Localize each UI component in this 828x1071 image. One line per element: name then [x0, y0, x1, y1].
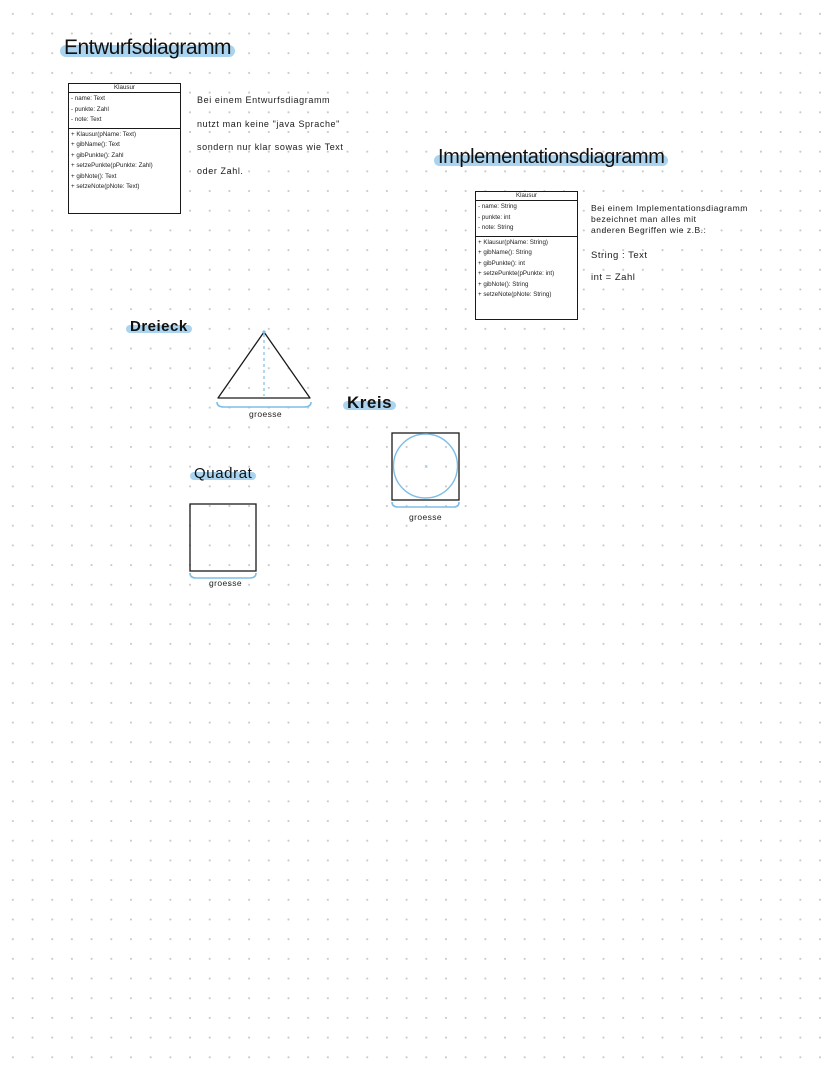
class-title: Klausur: [476, 192, 577, 201]
square-drawing: [186, 501, 262, 583]
heading-text: Quadrat: [194, 465, 253, 482]
attribute-line: - name: Text: [71, 95, 105, 102]
note-line: sondern nur klar sowas wie Text: [197, 142, 344, 152]
circle-size-label: groesse: [409, 512, 443, 522]
method-line: + setzeNote(pNote: String): [478, 291, 552, 298]
heading-kreis: [343, 394, 396, 411]
circle-center-mark: ×: [424, 464, 429, 470]
heading-text: Dreieck: [130, 318, 188, 335]
note-line: oder Zahl.: [197, 165, 244, 176]
heading-entwurfsdiagramm: [60, 37, 235, 58]
implementation-note: [591, 203, 748, 289]
square-size-label: groesse: [209, 578, 243, 588]
note-line: Bei einem Implementationsdiagramm: [591, 203, 748, 213]
attribute-line: - name: String: [478, 203, 517, 210]
class-methods: [476, 237, 577, 303]
heading-dreieck: [126, 319, 192, 334]
heading-text: Implementationsdiagramm: [438, 146, 665, 168]
attribute-line: - punkte: Zahl: [71, 105, 109, 113]
method-line: + gibNote(): String: [478, 280, 529, 288]
triangle-drawing: [212, 328, 316, 412]
method-line: + Klausur(pName: Text): [71, 130, 137, 138]
attribute-line: - punkte: int: [478, 213, 511, 221]
method-line: + gibPunkte(): int: [478, 259, 525, 267]
class-title: Klausur: [69, 84, 180, 93]
note-line: bezeichnet man alles mit: [591, 214, 697, 224]
class-attributes: [69, 93, 180, 129]
method-line: + gibPunkte(): Zahl: [71, 151, 124, 159]
triangle-apex-dot: [262, 330, 265, 333]
entwurf-class-box: [68, 83, 181, 214]
method-line: + setzePunkte(pPunkte: int): [478, 270, 555, 277]
note-line: Bei einem Entwurfsdiagramm: [197, 95, 331, 105]
circle-drawing: [388, 430, 464, 514]
note-line: anderen Begriffen wie z.B.:: [591, 225, 707, 235]
heading-text: Entwurfsdiagramm: [64, 36, 232, 59]
method-line: + gibNote(): Text: [71, 172, 117, 180]
square-outline: [190, 504, 256, 571]
method-line: + setzePunkte(pPunkte: Zahl): [71, 162, 153, 169]
method-line: + gibName(): Text: [71, 141, 120, 148]
circle-size-bracket: [392, 502, 459, 507]
triangle-size-bracket: [217, 402, 311, 407]
class-methods: [69, 129, 180, 195]
attribute-line: - note: String: [478, 224, 514, 231]
entwurf-note: [197, 89, 344, 183]
heading-text: Kreis: [347, 393, 393, 412]
mapping-line: int = Zahl: [591, 272, 636, 283]
method-line: + gibName(): String: [478, 249, 532, 256]
triangle-size-label: groesse: [249, 409, 283, 419]
note-line: nutzt man keine "java Sprache": [197, 118, 340, 129]
implementation-class-box: [475, 191, 578, 320]
heading-implementationsdiagramm: [434, 147, 668, 167]
heading-quadrat: [190, 466, 256, 481]
method-line: + setzeNote(pNote: Text): [71, 183, 140, 190]
attribute-line: - note: Text: [71, 116, 102, 123]
mapping-line: String : Text: [591, 250, 648, 261]
method-line: + Klausur(pName: String): [478, 238, 548, 246]
class-attributes: [476, 201, 577, 237]
